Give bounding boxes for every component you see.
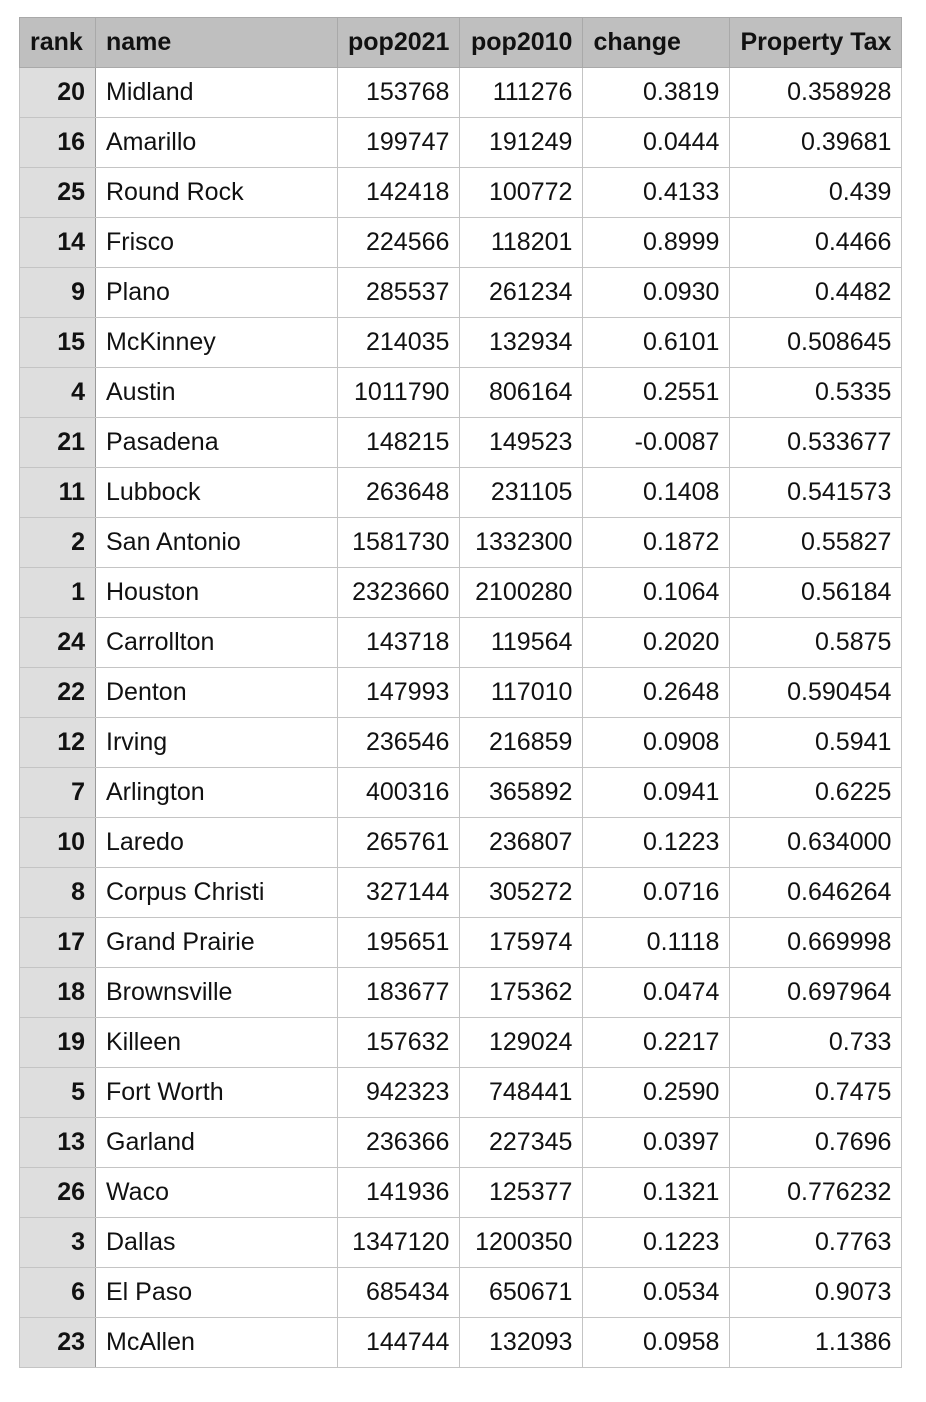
cell-pop2021[interactable]: 1347120 (338, 1218, 460, 1268)
cell-change[interactable]: 0.0908 (583, 718, 730, 768)
cell-property-tax[interactable]: 1.1386 (730, 1318, 902, 1368)
cell-name[interactable]: Corpus Christi (96, 868, 338, 918)
table-row (20, 768, 902, 818)
cell-pop2010[interactable]: 305272 (460, 868, 583, 918)
cell-property-tax[interactable]: 0.697964 (730, 968, 902, 1018)
table-row (20, 1218, 902, 1268)
table-row (20, 1168, 902, 1218)
cell-property-tax[interactable]: 0.6225 (730, 768, 902, 818)
cell-pop2010[interactable]: 227345 (460, 1118, 583, 1168)
cell-rank[interactable]: 8 (20, 868, 96, 918)
cell-pop2021[interactable]: 143718 (338, 618, 460, 668)
cell-pop2021[interactable]: 265761 (338, 818, 460, 868)
cell-change[interactable]: 0.0534 (583, 1268, 730, 1318)
cell-property-tax[interactable]: 0.55827 (730, 518, 902, 568)
cell-pop2021[interactable]: 2323660 (338, 568, 460, 618)
table-row (20, 218, 902, 268)
cell-name[interactable]: Laredo (96, 818, 338, 868)
cell-rank[interactable]: 6 (20, 1268, 96, 1318)
cell-rank[interactable]: 10 (20, 818, 96, 868)
cell-property-tax[interactable]: 0.776232 (730, 1168, 902, 1218)
cell-change[interactable]: -0.0087 (583, 418, 730, 468)
cell-pop2021[interactable]: 224566 (338, 218, 460, 268)
cell-pop2021[interactable]: 148215 (338, 418, 460, 468)
cell-rank[interactable]: 20 (20, 68, 96, 118)
table-row (20, 668, 902, 718)
cell-rank[interactable]: 22 (20, 668, 96, 718)
table-row (20, 318, 902, 368)
cell-name[interactable]: Frisco (96, 218, 338, 268)
cell-property-tax[interactable]: 0.533677 (730, 418, 902, 468)
table-row (20, 868, 902, 918)
cell-pop2021[interactable]: 942323 (338, 1068, 460, 1118)
cell-property-tax[interactable]: 0.39681 (730, 118, 902, 168)
table-row (20, 918, 902, 968)
cell-pop2021[interactable]: 214035 (338, 318, 460, 368)
cell-change[interactable]: 0.0397 (583, 1118, 730, 1168)
cell-pop2021[interactable]: 685434 (338, 1268, 460, 1318)
cell-pop2010[interactable]: 365892 (460, 768, 583, 818)
cell-rank[interactable]: 2 (20, 518, 96, 568)
cell-property-tax[interactable]: 0.9073 (730, 1268, 902, 1318)
cell-property-tax[interactable]: 0.634000 (730, 818, 902, 868)
city-property-tax-table (19, 17, 902, 1368)
cell-change[interactable]: 0.2020 (583, 618, 730, 668)
table-row (20, 368, 902, 418)
cell-rank[interactable]: 9 (20, 268, 96, 318)
table-row (20, 968, 902, 1018)
cell-change[interactable]: 0.1064 (583, 568, 730, 618)
cell-change[interactable]: 0.2217 (583, 1018, 730, 1068)
cell-change[interactable]: 0.2551 (583, 368, 730, 418)
table-row (20, 1268, 902, 1318)
cell-pop2021[interactable]: 142418 (338, 168, 460, 218)
cell-property-tax[interactable]: 0.358928 (730, 68, 902, 118)
cell-pop2010[interactable]: 748441 (460, 1068, 583, 1118)
table-row (20, 568, 902, 618)
table-row (20, 718, 902, 768)
cell-change[interactable]: 0.3819 (583, 68, 730, 118)
cell-property-tax[interactable]: 0.5875 (730, 618, 902, 668)
table-row (20, 418, 902, 468)
table-row (20, 1018, 902, 1068)
cell-pop2021[interactable]: 400316 (338, 768, 460, 818)
cell-pop2021[interactable]: 1581730 (338, 518, 460, 568)
table-row (20, 1318, 902, 1368)
cell-rank[interactable]: 3 (20, 1218, 96, 1268)
cell-pop2021[interactable]: 141936 (338, 1168, 460, 1218)
cell-property-tax[interactable]: 0.56184 (730, 568, 902, 618)
cell-rank[interactable]: 15 (20, 318, 96, 368)
cell-pop2010[interactable]: 100772 (460, 168, 583, 218)
cell-pop2010[interactable]: 132093 (460, 1318, 583, 1368)
cell-change[interactable]: 0.0716 (583, 868, 730, 918)
cell-change[interactable]: 0.2648 (583, 668, 730, 718)
cell-pop2021[interactable]: 1011790 (338, 368, 460, 418)
cell-pop2010[interactable]: 118201 (460, 218, 583, 268)
cell-pop2010[interactable]: 132934 (460, 318, 583, 368)
header-name[interactable]: name (96, 18, 338, 68)
cell-property-tax[interactable]: 0.7475 (730, 1068, 902, 1118)
header-rank[interactable]: rank (20, 18, 96, 68)
cell-property-tax[interactable]: 0.7696 (730, 1118, 902, 1168)
cell-pop2010[interactable]: 1332300 (460, 518, 583, 568)
cell-property-tax[interactable]: 0.4466 (730, 218, 902, 268)
table-row (20, 618, 902, 668)
cell-rank[interactable]: 1 (20, 568, 96, 618)
cell-pop2010[interactable]: 650671 (460, 1268, 583, 1318)
cell-pop2010[interactable]: 129024 (460, 1018, 583, 1068)
cell-rank[interactable]: 4 (20, 368, 96, 418)
header-pop2021[interactable]: pop2021 (338, 18, 460, 68)
cell-pop2021[interactable]: 144744 (338, 1318, 460, 1368)
table-row (20, 68, 902, 118)
table-row (20, 1118, 902, 1168)
cell-rank[interactable]: 19 (20, 1018, 96, 1068)
cell-change[interactable]: 0.0958 (583, 1318, 730, 1368)
table-body (20, 68, 902, 1368)
cell-name[interactable]: Midland (96, 68, 338, 118)
cell-pop2021[interactable]: 153768 (338, 68, 460, 118)
cell-property-tax[interactable]: 0.646264 (730, 868, 902, 918)
cell-name[interactable]: Brownsville (96, 968, 338, 1018)
cell-property-tax[interactable]: 0.508645 (730, 318, 902, 368)
cell-pop2021[interactable]: 199747 (338, 118, 460, 168)
cell-rank[interactable]: 18 (20, 968, 96, 1018)
cell-pop2021[interactable]: 157632 (338, 1018, 460, 1068)
cell-rank[interactable]: 24 (20, 618, 96, 668)
cell-change[interactable]: 0.1321 (583, 1168, 730, 1218)
cell-change[interactable]: 0.1872 (583, 518, 730, 568)
cell-change[interactable]: 0.1118 (583, 918, 730, 968)
cell-pop2010[interactable]: 236807 (460, 818, 583, 868)
cell-name[interactable]: Round Rock (96, 168, 338, 218)
cell-name[interactable]: Irving (96, 718, 338, 768)
cell-change[interactable]: 0.0444 (583, 118, 730, 168)
cell-property-tax[interactable]: 0.439 (730, 168, 902, 218)
cell-name[interactable]: Lubbock (96, 468, 338, 518)
cell-name[interactable]: San Antonio (96, 518, 338, 568)
cell-pop2021[interactable]: 327144 (338, 868, 460, 918)
header-pop2010[interactable]: pop2010 (460, 18, 583, 68)
cell-rank[interactable]: 25 (20, 168, 96, 218)
cell-rank[interactable]: 16 (20, 118, 96, 168)
header-row (20, 18, 902, 68)
table-row (20, 1068, 902, 1118)
cell-pop2010[interactable]: 191249 (460, 118, 583, 168)
cell-pop2021[interactable]: 183677 (338, 968, 460, 1018)
cell-change[interactable]: 0.0474 (583, 968, 730, 1018)
cell-property-tax[interactable]: 0.590454 (730, 668, 902, 718)
cell-rank[interactable]: 13 (20, 1118, 96, 1168)
cell-change[interactable]: 0.0941 (583, 768, 730, 818)
cell-pop2021[interactable]: 263648 (338, 468, 460, 518)
cell-name[interactable]: Amarillo (96, 118, 338, 168)
cell-name[interactable]: Fort Worth (96, 1068, 338, 1118)
cell-property-tax[interactable]: 0.5335 (730, 368, 902, 418)
table-row (20, 518, 902, 568)
cell-change[interactable]: 0.1223 (583, 818, 730, 868)
cell-pop2010[interactable]: 125377 (460, 1168, 583, 1218)
cell-change[interactable]: 0.1408 (583, 468, 730, 518)
cell-name[interactable]: Garland (96, 1118, 338, 1168)
header-change[interactable]: change (583, 18, 730, 68)
cell-property-tax[interactable]: 0.541573 (730, 468, 902, 518)
cell-name[interactable]: Dallas (96, 1218, 338, 1268)
cell-name[interactable]: Killeen (96, 1018, 338, 1068)
cell-property-tax[interactable]: 0.4482 (730, 268, 902, 318)
cell-pop2010[interactable]: 119564 (460, 618, 583, 668)
cell-pop2010[interactable]: 175974 (460, 918, 583, 968)
cell-pop2021[interactable]: 285537 (338, 268, 460, 318)
cell-name[interactable]: McAllen (96, 1318, 338, 1368)
cell-pop2010[interactable]: 149523 (460, 418, 583, 468)
cell-property-tax[interactable]: 0.5941 (730, 718, 902, 768)
table-row (20, 268, 902, 318)
cell-pop2010[interactable]: 117010 (460, 668, 583, 718)
cell-rank[interactable]: 17 (20, 918, 96, 968)
table-row (20, 168, 902, 218)
cell-change[interactable]: 0.0930 (583, 268, 730, 318)
cell-property-tax[interactable]: 0.7763 (730, 1218, 902, 1268)
table-row (20, 468, 902, 518)
cell-rank[interactable]: 14 (20, 218, 96, 268)
cell-pop2021[interactable]: 147993 (338, 668, 460, 718)
cell-property-tax[interactable]: 0.669998 (730, 918, 902, 968)
cell-pop2021[interactable]: 195651 (338, 918, 460, 968)
cell-pop2021[interactable]: 236546 (338, 718, 460, 768)
cell-pop2021[interactable]: 236366 (338, 1118, 460, 1168)
cell-rank[interactable]: 23 (20, 1318, 96, 1368)
cell-rank[interactable]: 26 (20, 1168, 96, 1218)
cell-rank[interactable]: 11 (20, 468, 96, 518)
cell-pop2010[interactable]: 806164 (460, 368, 583, 418)
cell-name[interactable]: Waco (96, 1168, 338, 1218)
table-row (20, 818, 902, 868)
cell-rank[interactable]: 12 (20, 718, 96, 768)
cell-pop2010[interactable]: 216859 (460, 718, 583, 768)
cell-property-tax[interactable]: 0.733 (730, 1018, 902, 1068)
cell-pop2010[interactable]: 2100280 (460, 568, 583, 618)
cell-change[interactable]: 0.2590 (583, 1068, 730, 1118)
cell-name[interactable]: Grand Prairie (96, 918, 338, 968)
header-property-tax[interactable]: Property Tax (730, 18, 902, 68)
cell-rank[interactable]: 21 (20, 418, 96, 468)
cell-name[interactable]: El Paso (96, 1268, 338, 1318)
cell-rank[interactable]: 5 (20, 1068, 96, 1118)
cell-pop2010[interactable]: 261234 (460, 268, 583, 318)
cell-change[interactable]: 0.8999 (583, 218, 730, 268)
cell-pop2010[interactable]: 231105 (460, 468, 583, 518)
cell-pop2010[interactable]: 175362 (460, 968, 583, 1018)
cell-name[interactable]: Plano (96, 268, 338, 318)
table-row (20, 118, 902, 168)
cell-name[interactable]: Carrollton (96, 618, 338, 668)
cell-name[interactable]: Houston (96, 568, 338, 618)
cell-name[interactable]: Arlington (96, 768, 338, 818)
cell-name[interactable]: Pasadena (96, 418, 338, 468)
cell-rank[interactable]: 7 (20, 768, 96, 818)
cell-pop2010[interactable]: 1200350 (460, 1218, 583, 1268)
cell-name[interactable]: Austin (96, 368, 338, 418)
cell-change[interactable]: 0.6101 (583, 318, 730, 368)
cell-pop2010[interactable]: 111276 (460, 68, 583, 118)
cell-name[interactable]: McKinney (96, 318, 338, 368)
cell-change[interactable]: 0.1223 (583, 1218, 730, 1268)
cell-name[interactable]: Denton (96, 668, 338, 718)
cell-change[interactable]: 0.4133 (583, 168, 730, 218)
